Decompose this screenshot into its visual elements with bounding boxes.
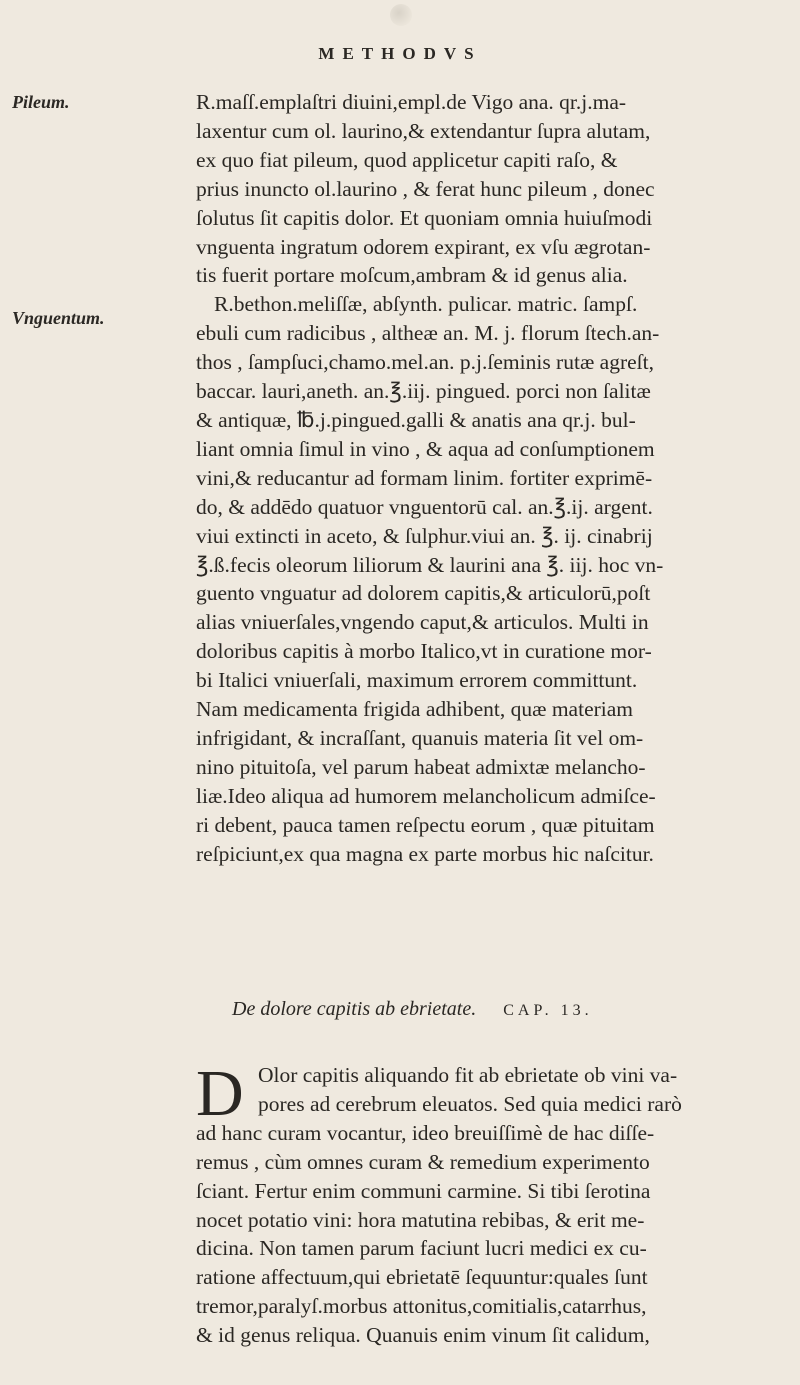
text-line: laxentur cum ol. laurino,& extendantur ſupra alutam, [196, 118, 651, 143]
text-line: & antiquæ, ℔.j.pingued.galli & anatis ana qr.j. bul- [196, 407, 636, 432]
text-line: R.bethon.meliſſæ, abſynth. pulicar. matric. ſampſ. [214, 292, 638, 317]
text-line: vini,& reducantur ad formam linim. fortiter exprimē- [196, 465, 653, 490]
text-line: liant omnia ſimul in vino , & aqua ad conſumptionem [196, 436, 655, 461]
main-text-block [196, 88, 774, 868]
text-line: nino pituitoſa, vel parum habeat admixtæ melancho- [196, 754, 646, 779]
text-line: do, & addēdo quatuor vnguentorū cal. an.℥.ij. argent. [196, 494, 653, 519]
text-line: nocet potatio vini: hora matutina rebibas, & erit me- [196, 1207, 645, 1232]
margin-note-pileum: Pileum. [12, 92, 70, 112]
text-line: alias vniuerſales,vngendo caput,& articulos. Multi in [196, 610, 649, 635]
text-line: Nam medicamenta frigida adhibent, quæ materiam [196, 697, 634, 722]
text-line: viui extincti in aceto, & ſulphur.viui an. ℥. ij. cinabrij [196, 523, 653, 548]
text-line: ad hanc curam vocantur, ideo breuiſſimè de hac diſſe- [196, 1120, 655, 1145]
text-line: reſpiciunt,ex qua magna ex parte morbus hic naſcitur. [196, 841, 654, 866]
text-line: Olor capitis aliquando fit ab ebrietate ob vini va- [258, 1063, 678, 1087]
text-line: bi Italici vniuerſali, maximum errorem committunt. [196, 668, 638, 693]
chapter-text-block [196, 1057, 774, 1350]
running-head: METHODVS [318, 44, 482, 63]
chapter-heading [232, 998, 772, 1021]
text-line: ratione affectuum,qui ebrietatē ſequuntur:quales ſunt [196, 1265, 648, 1290]
text-line: ſolutus ſit capitis dolor. Et quoniam omnia huiuſmodi [196, 205, 653, 230]
text-line: ex quo fiat pileum, quod applicetur capiti raſo, & [196, 147, 618, 172]
chapter-number: CAP. 13. [503, 1002, 593, 1019]
text-line: liæ.Ideo aliqua ad humorem melancholicum admiſce- [196, 783, 656, 808]
text-line: thos , ſampſuci,chamo.mel.an. p.j.ſeminis rutæ agreſt, [196, 350, 654, 375]
text-line: infrigidant, & incraſſant, quanuis materia ſit vel om- [196, 725, 644, 750]
chapter-title: De dolore capitis ab ebrietate. [232, 998, 477, 1020]
text-line: ℥.ß.fecis oleorum liliorum & laurini ana ℥. iij. hoc vn- [196, 552, 664, 577]
text-line: ebuli cum radicibus , altheæ an. M. j. florum ſtech.an- [196, 321, 660, 346]
text-line: tremor,paralyſ.morbus attonitus,comitialis,catarrhus, [196, 1294, 647, 1319]
text-line: ſciant. Fertur enim communi carmine. Si tibi ſerotina [196, 1178, 651, 1203]
text-line: guento vnguatur ad dolorem capitis,& articulorū,poſt [196, 581, 651, 606]
text-line: baccar. lauri,aneth. an.℥.iij. pingued. porci non ſalitæ [196, 379, 651, 404]
text-line: remus , cùm omnes curam & remedium experimento [196, 1149, 650, 1174]
text-line: & id genus reliqua. Quanuis enim vinum ſit calidum, [196, 1323, 650, 1348]
text-line: dicina. Non tamen parum faciunt lucri medici ex cu- [196, 1236, 647, 1261]
ink-stain-ornament [390, 4, 412, 26]
text-line: tis fuerit portare moſcum,ambram & id genus alia. [196, 263, 628, 288]
text-line: pores ad cerebrum eleuatos. Sed quia medici rarò [258, 1091, 682, 1116]
text-line: doloribus capitis à morbo Italico,vt in curatione mor- [196, 639, 652, 664]
drop-cap: D [196, 1057, 244, 1130]
text-line: ri debent, pauca tamen reſpectu eorum , quæ pituitam [196, 812, 655, 837]
margin-note-unguentum: Vnguentum. [12, 308, 105, 328]
text-line: R.maſſ.emplaſtri diuini,empl.de Vigo ana. qr.j.ma- [196, 90, 627, 114]
text-line: prius inuncto ol.laurino , & ferat hunc pileum , donec [196, 176, 655, 201]
text-line: vnguenta ingratum odorem expirant, ex vſu ægrotan- [196, 234, 651, 259]
